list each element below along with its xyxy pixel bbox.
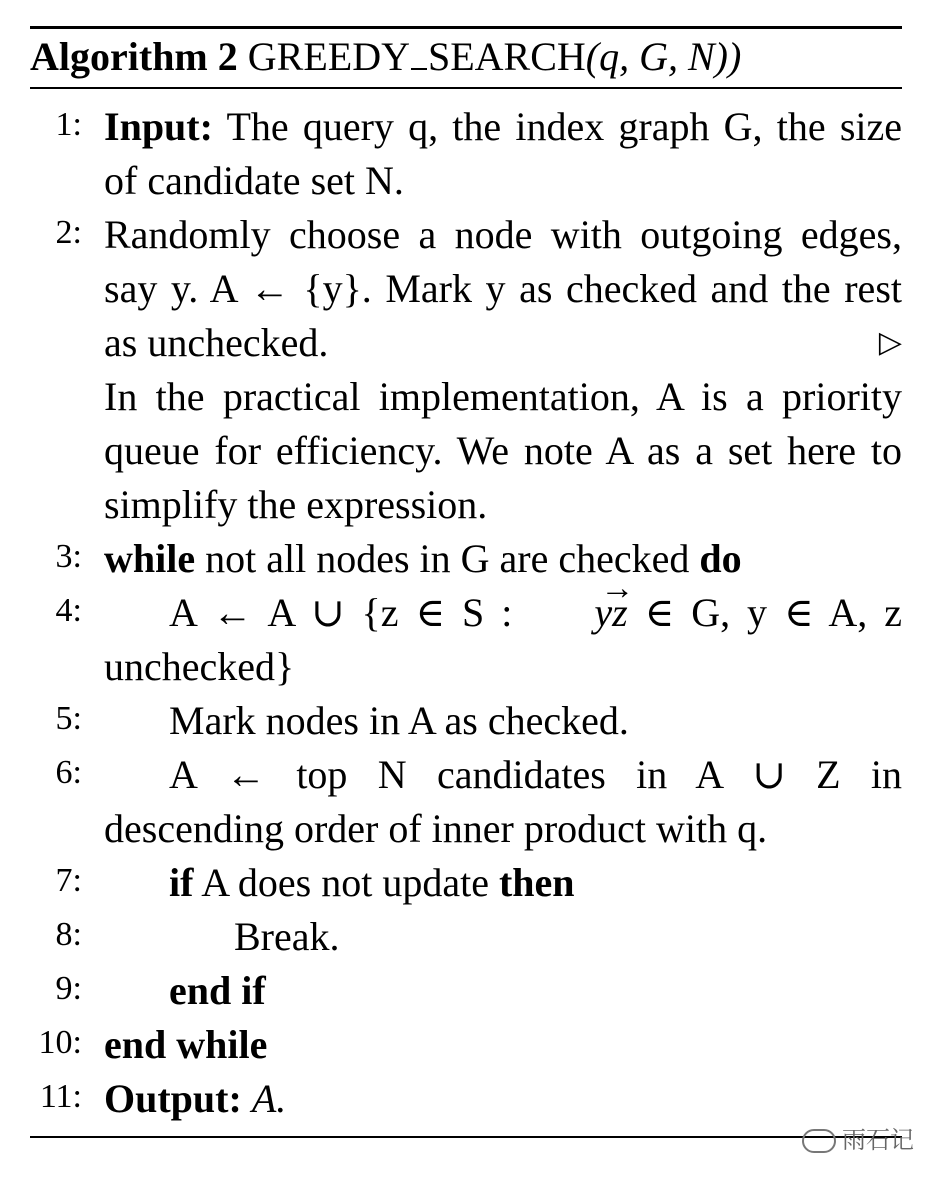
line-body	[104, 964, 902, 1018]
top-rule	[30, 26, 902, 29]
edge-vector: → yz	[529, 586, 627, 640]
line-text: Mark nodes in A as checked.	[169, 698, 629, 743]
keyword-do: do	[699, 536, 742, 581]
algorithm-name-part1: GREEDY	[247, 34, 410, 79]
watermark-text: 雨石记	[842, 1126, 914, 1154]
algorithm-name-part2: SEARCH	[427, 34, 586, 79]
algorithm-args: (q, G, N))	[585, 34, 742, 79]
line-number: 1:	[55, 106, 82, 143]
keyword-end-if: end if	[169, 968, 266, 1013]
line-number: 8:	[55, 916, 82, 953]
keyword-output: Output:	[104, 1076, 242, 1121]
line-body	[104, 532, 902, 586]
line-number: 9:	[55, 970, 82, 1007]
line-number: 6:	[55, 754, 82, 791]
keyword-while: while	[104, 536, 196, 581]
algorithm-label: Algorithm 2	[30, 34, 238, 79]
line-body	[104, 100, 902, 208]
comment-triangle-icon: ▷	[878, 326, 902, 359]
line-body	[104, 1018, 902, 1072]
line-body	[104, 694, 902, 748]
line-text: Break.	[234, 914, 340, 959]
line-number: 3:	[55, 538, 82, 575]
line-number: 5:	[55, 700, 82, 737]
keyword-end-while: end while	[104, 1022, 268, 1067]
line-number: 4:	[55, 592, 82, 629]
line-comment: In the practical implementation, A is a priority queue for efficiency. We note A as a set here to simplify the expression.	[104, 374, 902, 527]
keyword-if: if	[169, 860, 194, 905]
algorithm-caption	[30, 30, 741, 84]
keyword-input: Input:	[104, 104, 213, 149]
line-body	[104, 1072, 902, 1126]
line-text-b: ∈ G, y ∈ A, z unchecked}	[104, 590, 902, 689]
line-number: 10:	[38, 1024, 82, 1061]
line-number: 2:	[55, 214, 82, 251]
line-body	[104, 856, 902, 910]
line-body	[104, 586, 902, 694]
line-text: A.	[251, 1076, 287, 1121]
line-body	[104, 910, 902, 964]
line-text: The query q, the index graph G, the size of candidate set N.	[104, 104, 903, 203]
line-text: Randomly choose a node with outgoing edges, say y. A ← {y}. Mark y as checked and the rest as unchecked.	[104, 212, 902, 365]
line-text: A does not update	[201, 860, 489, 905]
wechat-icon	[802, 1129, 836, 1153]
line-number: 7:	[55, 862, 82, 899]
line-body	[104, 208, 902, 532]
line-text: A ← top N candidates in A ∪ Z in descending order of inner product with q.	[104, 752, 902, 851]
underscore-glyph	[411, 38, 427, 70]
keyword-then: then	[498, 860, 575, 905]
line-number: 11:	[39, 1078, 82, 1115]
line-body	[104, 748, 902, 856]
line-text-a: A ← A ∪ {z ∈ S :	[169, 590, 530, 635]
line-text: not all nodes in G are checked	[205, 536, 690, 581]
watermark	[802, 1120, 914, 1155]
caption-rule	[30, 87, 902, 89]
bottom-rule	[30, 1136, 902, 1138]
